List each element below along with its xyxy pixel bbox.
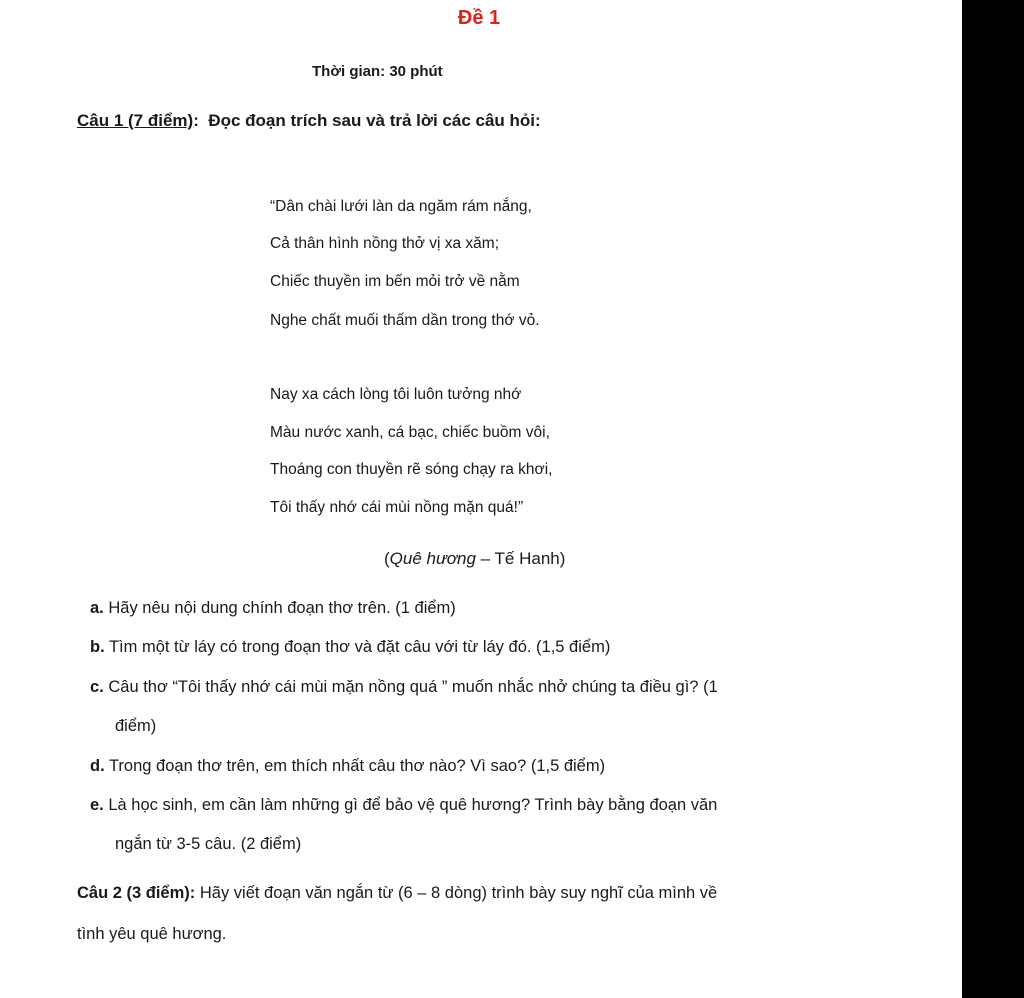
- question-2: [77, 884, 717, 903]
- question-1-instruction: Đọc đoạn trích sau và trả lời các câu hỏi:: [208, 111, 541, 130]
- poem-line: Chiếc thuyền im bến mỏi trở về nằm: [270, 273, 520, 290]
- question-item-d: [90, 757, 605, 776]
- question-1-colon: :: [193, 111, 199, 130]
- question-1-heading: [77, 111, 541, 131]
- question-item-e: [90, 796, 717, 815]
- question-text: Là học sinh, em cần làm những gì để bảo vệ quê hương? Trình bày bằng đoạn văn: [103, 796, 718, 814]
- source-work-title: Quê hương: [389, 549, 476, 568]
- exam-time: Thời gian: 30 phút: [312, 63, 443, 80]
- question-letter: d.: [90, 757, 105, 775]
- question-item-e-continuation: ngắn từ 3-5 câu. (2 điểm): [115, 835, 302, 853]
- source-author: – Tế Hanh): [475, 549, 566, 568]
- poem-line: Cả thân hình nồng thở vị xa xăm;: [270, 235, 500, 252]
- poem-line: Thoáng con thuyền rẽ sóng chạy ra khơi,: [270, 461, 553, 478]
- question-item-a: [90, 599, 456, 618]
- poem-line: Nghe chất muối thấm dần trong thớ vỏ.: [270, 312, 540, 329]
- poem-source: [384, 549, 565, 569]
- poem-line: Màu nước xanh, cá bạc, chiếc buồm vôi,: [270, 424, 550, 441]
- exam-title: [0, 7, 962, 30]
- question-text: Hãy nêu nội dung chính đoạn thơ trên. (1 điểm): [103, 599, 456, 617]
- question-2-continuation: tình yêu quê hương.: [77, 925, 227, 943]
- question-letter: b.: [90, 638, 105, 656]
- dark-margin: [962, 0, 1024, 998]
- question-text: Câu thơ “Tôi thấy nhớ cái mùi mặn nồng quá ” muốn nhắc nhở chúng ta điều gì? (1: [103, 678, 718, 696]
- poem-line: “Dân chài lưới làn da ngăm rám nắng,: [270, 198, 532, 215]
- question-1-label: Câu 1 (7 điểm): [77, 111, 194, 130]
- question-2-text: Hãy viết đoạn văn ngắn từ (6 – 8 dòng) trình bày suy nghĩ của mình về: [195, 884, 718, 902]
- poem-line: Tôi thấy nhớ cái mùi nồng mặn quá!”: [270, 499, 524, 516]
- question-letter: e.: [90, 796, 104, 814]
- question-2-label: Câu 2 (3 điểm):: [77, 884, 196, 902]
- question-text: Trong đoạn thơ trên, em thích nhất câu thơ nào? Vì sao? (1,5 điểm): [104, 757, 606, 775]
- question-item-c-continuation: điểm): [115, 717, 157, 735]
- question-text: Tìm một từ láy có trong đoạn thơ và đặt câu với từ láy đó. (1,5 điểm): [104, 638, 611, 656]
- question-item-c: [90, 678, 718, 697]
- question-item-b: [90, 638, 610, 657]
- question-letter: c.: [90, 678, 104, 696]
- source-open-paren: (: [384, 549, 390, 568]
- question-letter: a.: [90, 599, 104, 617]
- exam-title-text: Đề 1: [457, 7, 501, 29]
- poem-line: Nay xa cách lòng tôi luôn tưởng nhớ: [270, 386, 522, 403]
